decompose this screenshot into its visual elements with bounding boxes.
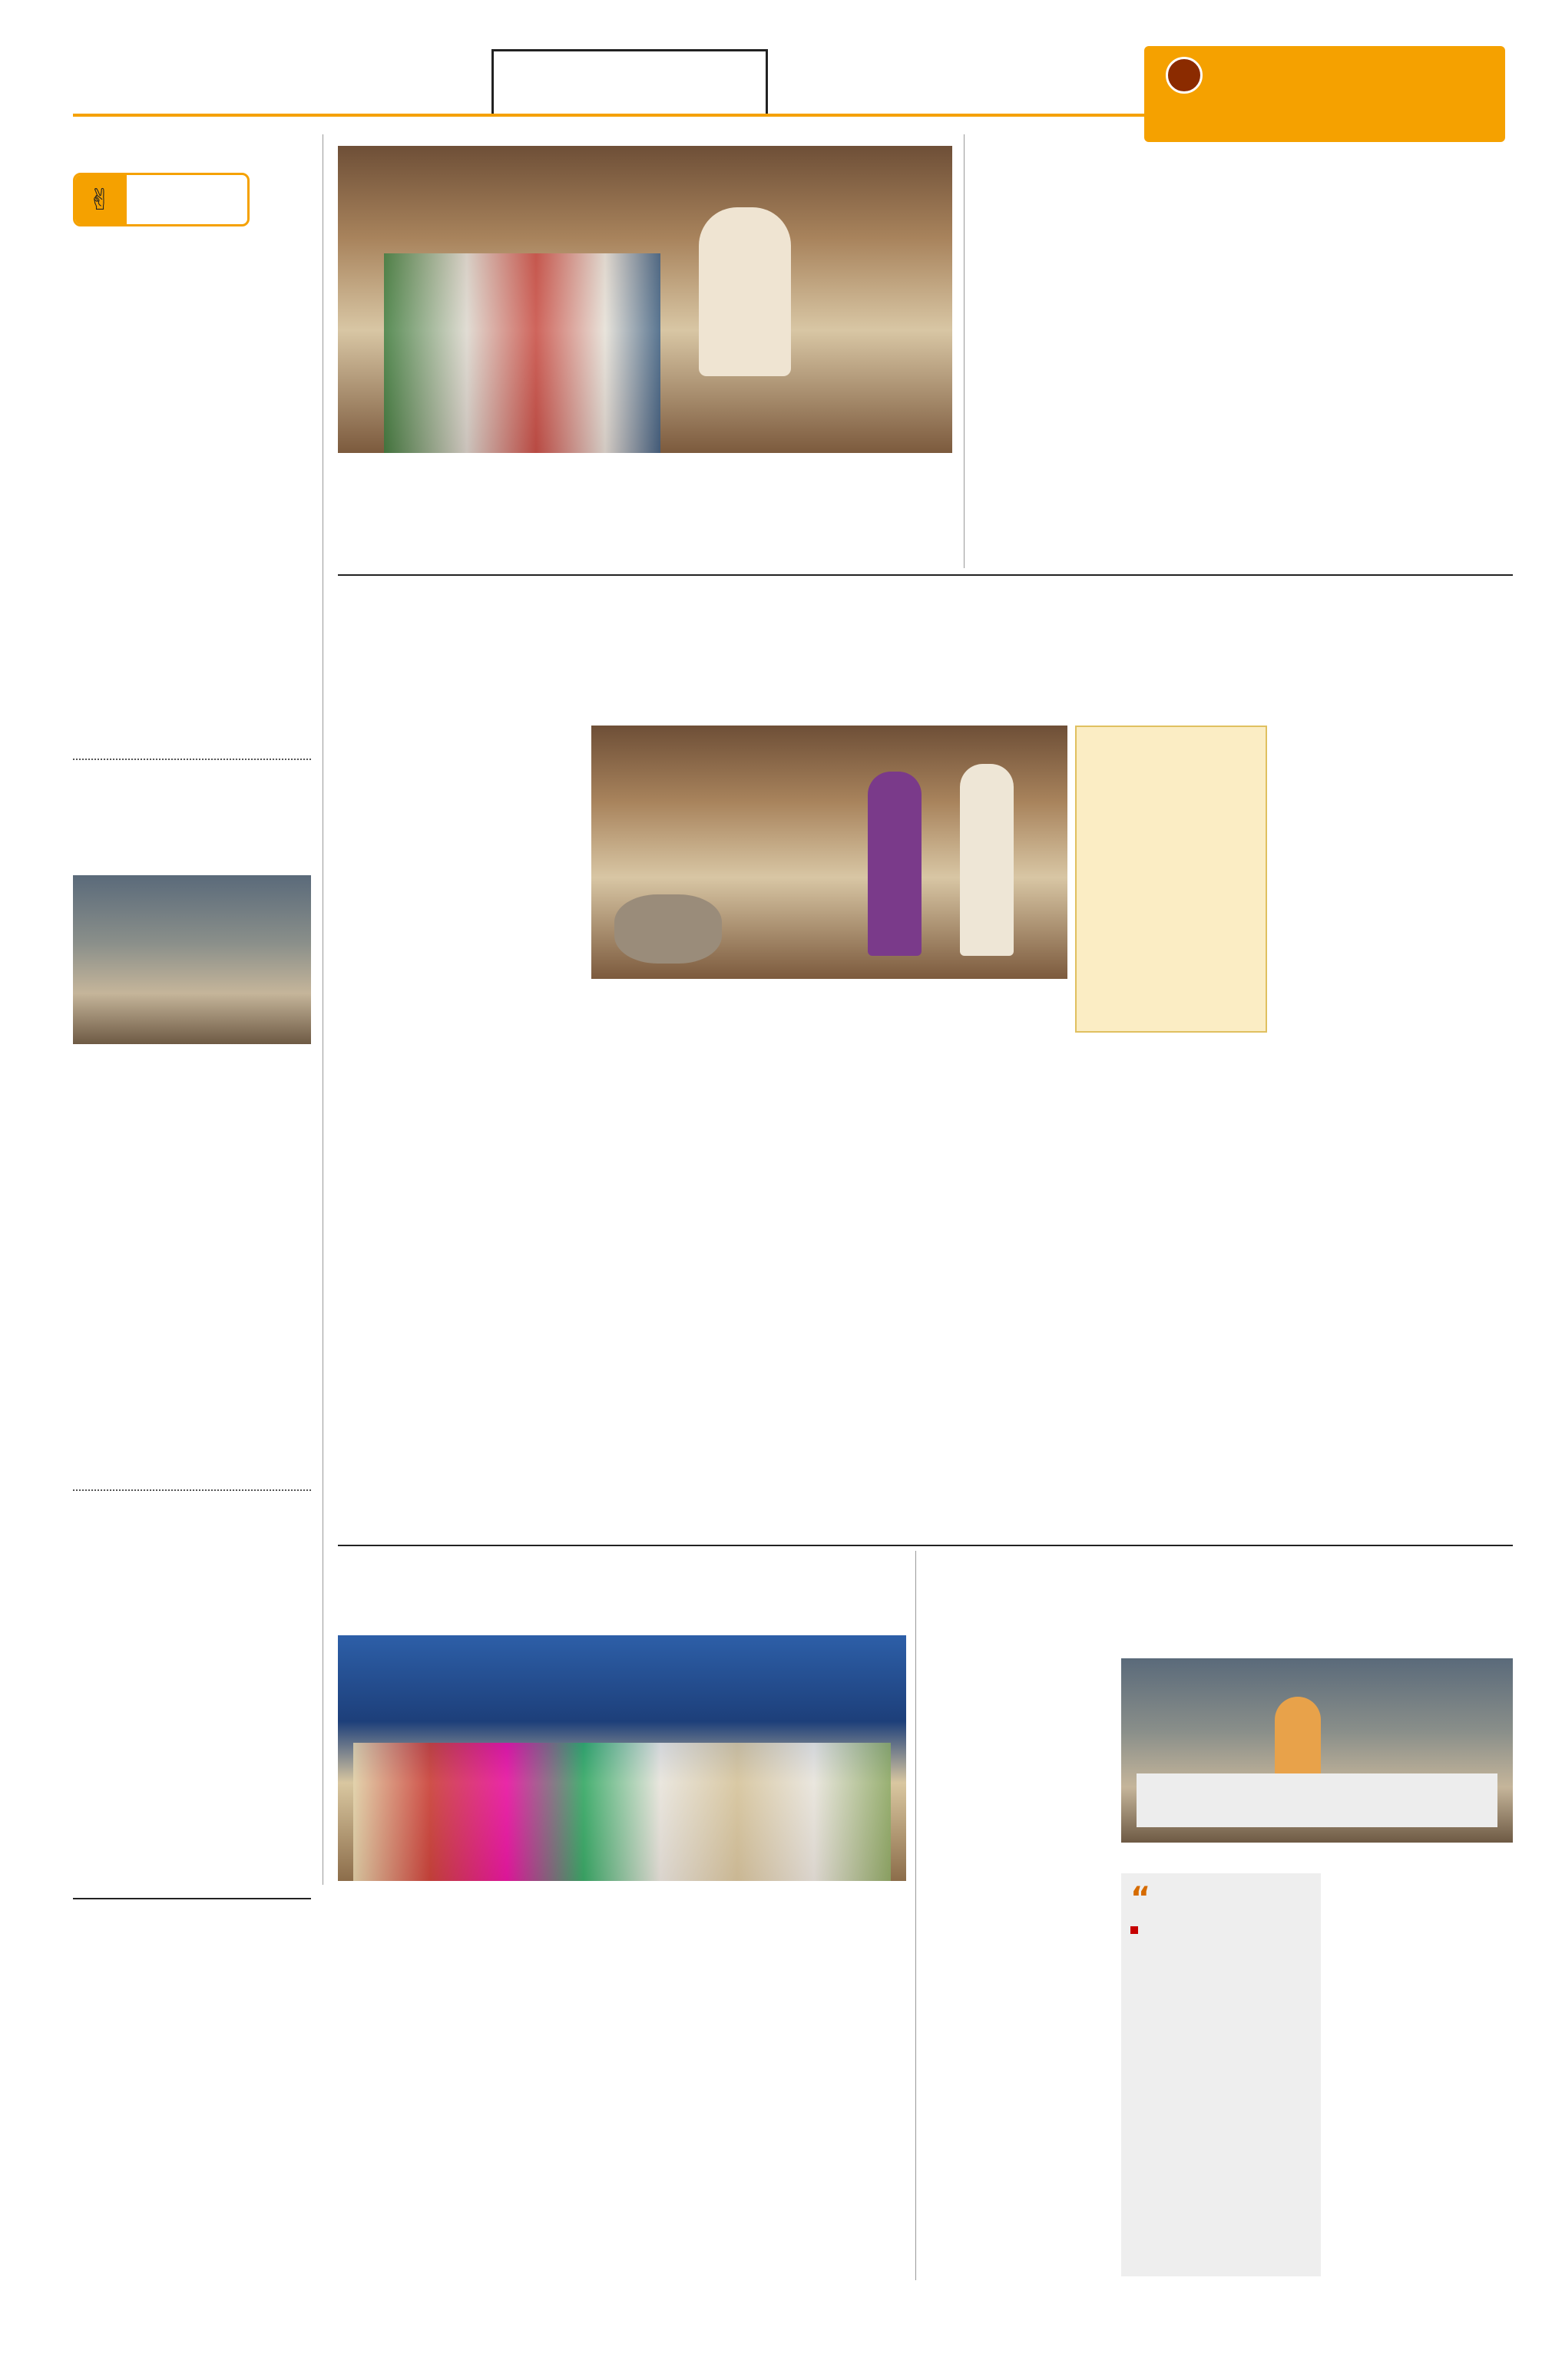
quote-by: [1130, 1922, 1312, 1937]
kirusuddi-item1-headline: [73, 250, 311, 399]
stage-people: [353, 1743, 891, 1881]
priest-figure: [960, 764, 1014, 956]
rto-visit-photo: [73, 875, 311, 1044]
krida-body: [338, 1889, 906, 2276]
kirusuddi-item1-body: [73, 411, 311, 752]
column-rule: [964, 134, 965, 568]
jaladurge-ritual-photo: [591, 726, 1067, 979]
modi-body-cont: [1332, 1873, 1513, 2276]
ritual-pot: [614, 894, 722, 964]
section-tab: [491, 49, 768, 114]
kirusuddi-hand-icon: ✌: [73, 173, 127, 226]
quote-mark-icon: “: [1130, 1881, 1151, 1916]
modi-body: [925, 1658, 1110, 2276]
kirusuddi-item2-headline: [73, 760, 311, 868]
krida-headline: [338, 1583, 906, 1631]
section-rule: [338, 1545, 1513, 1546]
quote-bullet-icon: [1130, 1926, 1138, 1934]
jaladurge-headline: [338, 626, 1513, 718]
temple-visit-photo: [338, 146, 952, 453]
kirusuddi-item3-body: [73, 1574, 311, 1877]
stage-table: [1137, 1773, 1497, 1827]
kirusuddi-logo: [73, 173, 250, 226]
section-rule: [73, 1898, 311, 1899]
divider: [73, 1489, 311, 1491]
kirusuddi-item3-headline: [73, 1493, 311, 1570]
jaladurge-kicker: [338, 583, 1513, 626]
krida-event-photo: [338, 1635, 906, 1881]
column-rule: [915, 1551, 916, 2280]
group-figures: [384, 253, 660, 453]
krida-kicker: [338, 1551, 906, 1585]
logo-emblem-icon: [1166, 57, 1203, 94]
kaladarpana-headline: [975, 146, 1513, 183]
section-rule: [338, 574, 1513, 576]
modi-quote-box: [1121, 1873, 1321, 2276]
kaladarpana-body: [975, 188, 1513, 564]
jaladurge-byline: [1075, 1044, 1267, 1075]
modi-event-photo: [1121, 1658, 1513, 1843]
jaladurge-sidebar: [1279, 726, 1513, 1539]
temple-visit-caption: [338, 461, 952, 568]
priest-figure: [699, 207, 791, 376]
devotee-figure: [868, 772, 922, 956]
modi-photo-caption: [1121, 1846, 1513, 1868]
jaladurge-body-col2: [591, 990, 1067, 1539]
masthead-dateline: [73, 51, 234, 139]
kirusuddi-item2-body: [73, 1056, 311, 1482]
modi-headline: [925, 1551, 1513, 1651]
masthead-band: [73, 114, 1148, 117]
paper-logo[interactable]: [1144, 46, 1505, 142]
jaladurge-body-col1: [338, 726, 576, 1539]
jaladurge-infobox: [1075, 726, 1267, 1033]
